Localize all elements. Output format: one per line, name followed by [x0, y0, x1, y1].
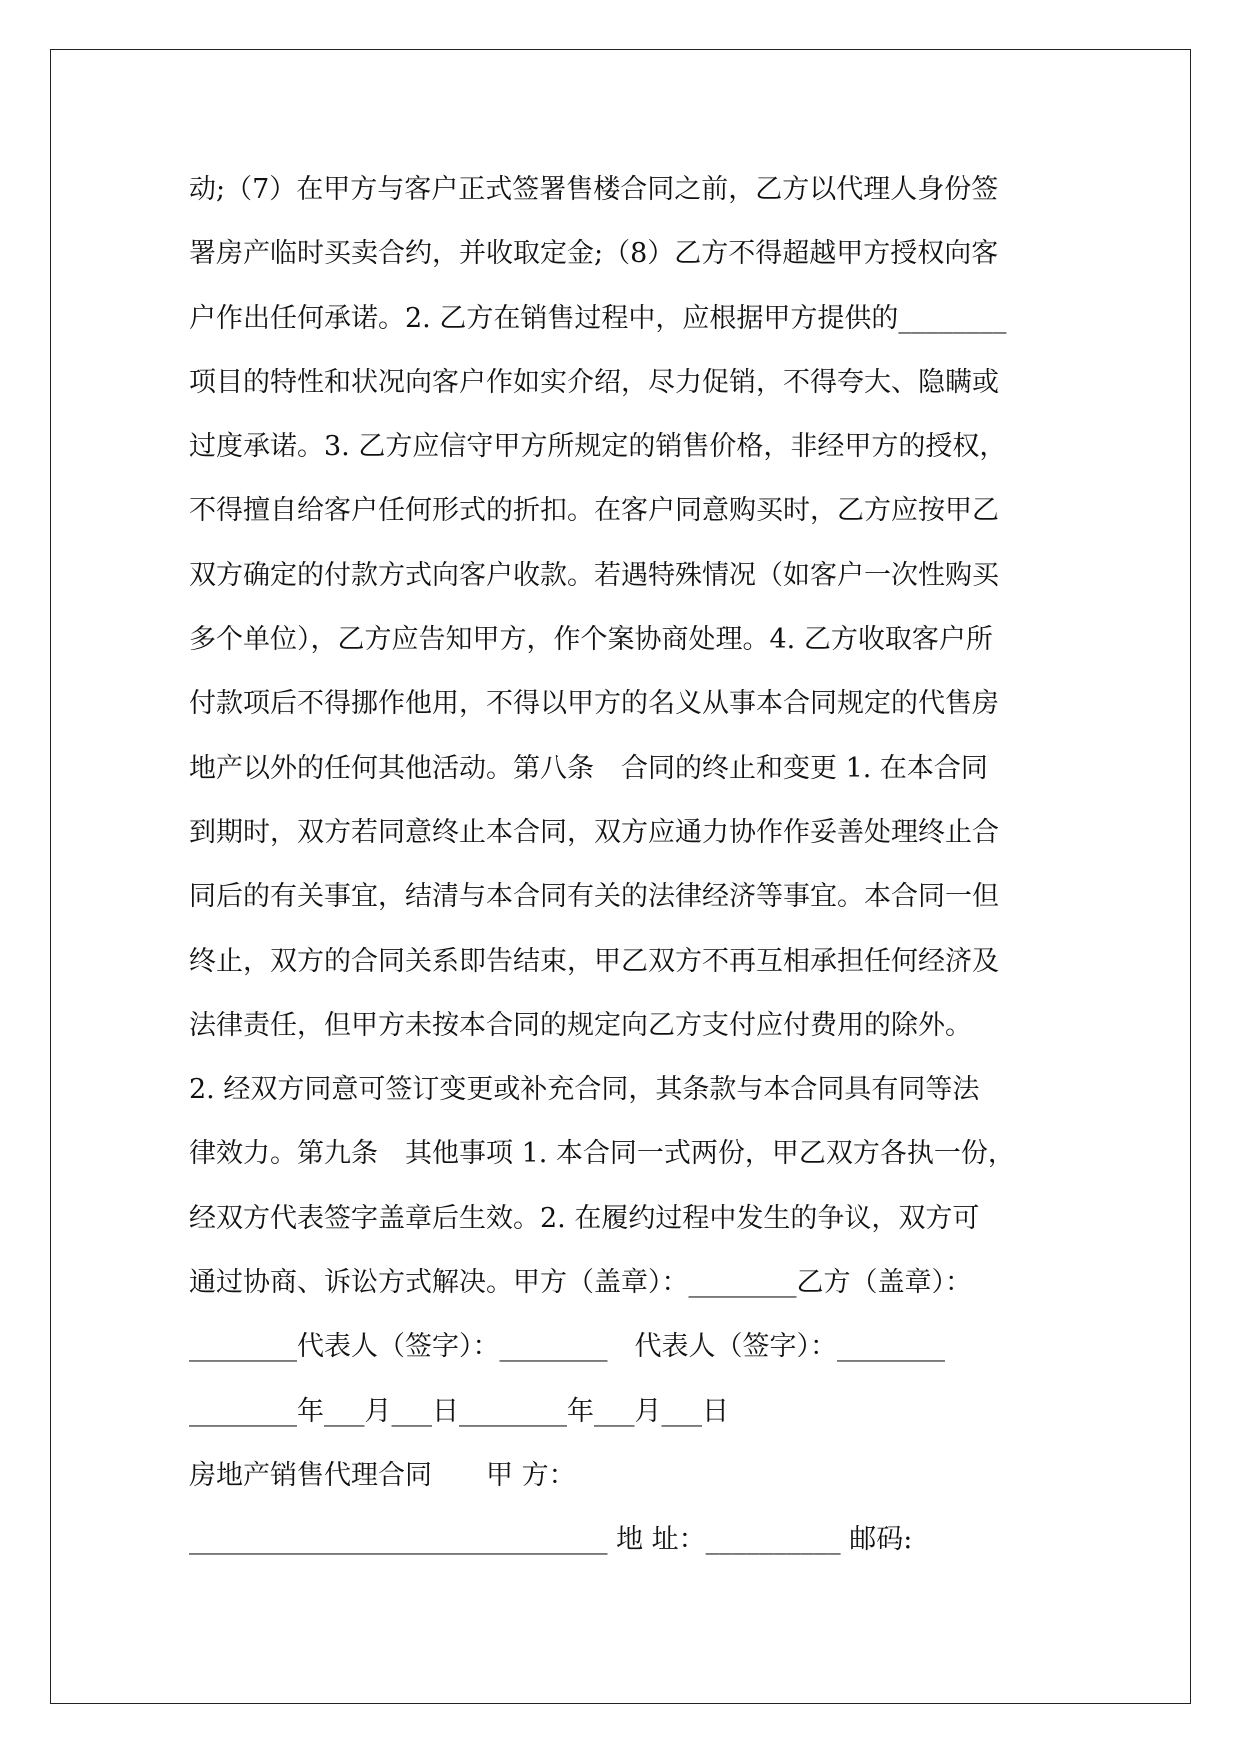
text-line: 户作出任何承诺。2. 乙方在销售过程中，应根据甲方提供的________: [189, 302, 1007, 334]
text-line: 同后的有关事宜，结清与本合同有关的法律经济等事宜。本合同一但: [189, 881, 999, 913]
text-line: 不得擅自给客户任何形式的折扣。在客户同意购买时，乙方应按甲乙: [189, 495, 999, 527]
text-line: 法律责任，但甲方未按本合同的规定向乙方支付应付费用的除外。: [189, 1009, 972, 1041]
text-line: 通过协商、诉讼方式解决。甲方（盖章）：________乙方（盖章）：: [189, 1267, 972, 1299]
text-line: 付款项后不得挪作他用，不得以甲方的名义从事本合同规定的代售房: [189, 688, 999, 720]
text-line: 过度承诺。3. 乙方应信守甲方所规定的销售价格，非经甲方的授权，: [189, 431, 1007, 463]
text-line: 律效力。第九条 其他事项 1. 本合同一式两份，甲乙双方各执一份，: [189, 1138, 1015, 1170]
text-line: 经双方代表签字盖章后生效。2. 在履约过程中发生的争议，双方可: [189, 1202, 980, 1234]
date-line: ________年___月___日________年___月___日: [189, 1395, 729, 1427]
text-line: 到期时，双方若同意终止本合同，双方应通力协作作妥善处理终止合: [189, 816, 999, 848]
contract-title-line: 房地产销售代理合同 甲 方：: [189, 1459, 576, 1491]
text-line: 多个单位），乙方应告知甲方，作个案协商处理。4. 乙方收取客户所: [189, 624, 993, 656]
text-line: 动;（7）在甲方与客户正式签署售楼合同之前，乙方以代理人身份签: [189, 174, 999, 205]
text-line: 双方确定的付款方式向客户收款。若遇特殊情况（如客户一次性购买: [189, 559, 999, 591]
contract-body: [189, 158, 1059, 1573]
text-line: 终止，双方的合同关系即告结束，甲乙双方不再互相承担任何经济及: [189, 945, 999, 977]
signature-line: ________代表人（签字）：________ 代表人（签字）：________: [189, 1331, 945, 1363]
address-line: _______________________________ 地 址：__________ 邮码:: [189, 1524, 913, 1556]
text-line: 项目的特性和状况向客户作如实介绍，尽力促销，不得夸大、隐瞒或: [189, 366, 999, 398]
text-line: 2. 经双方同意可签订变更或补充合同，其条款与本合同具有同等法: [189, 1074, 980, 1106]
text-line: 署房产临时买卖合约，并收取定金;（8）乙方不得超越甲方授权向客: [189, 238, 999, 270]
text-line: 地产以外的任何其他活动。第八条 合同的终止和变更 1. 在本合同: [189, 752, 988, 784]
